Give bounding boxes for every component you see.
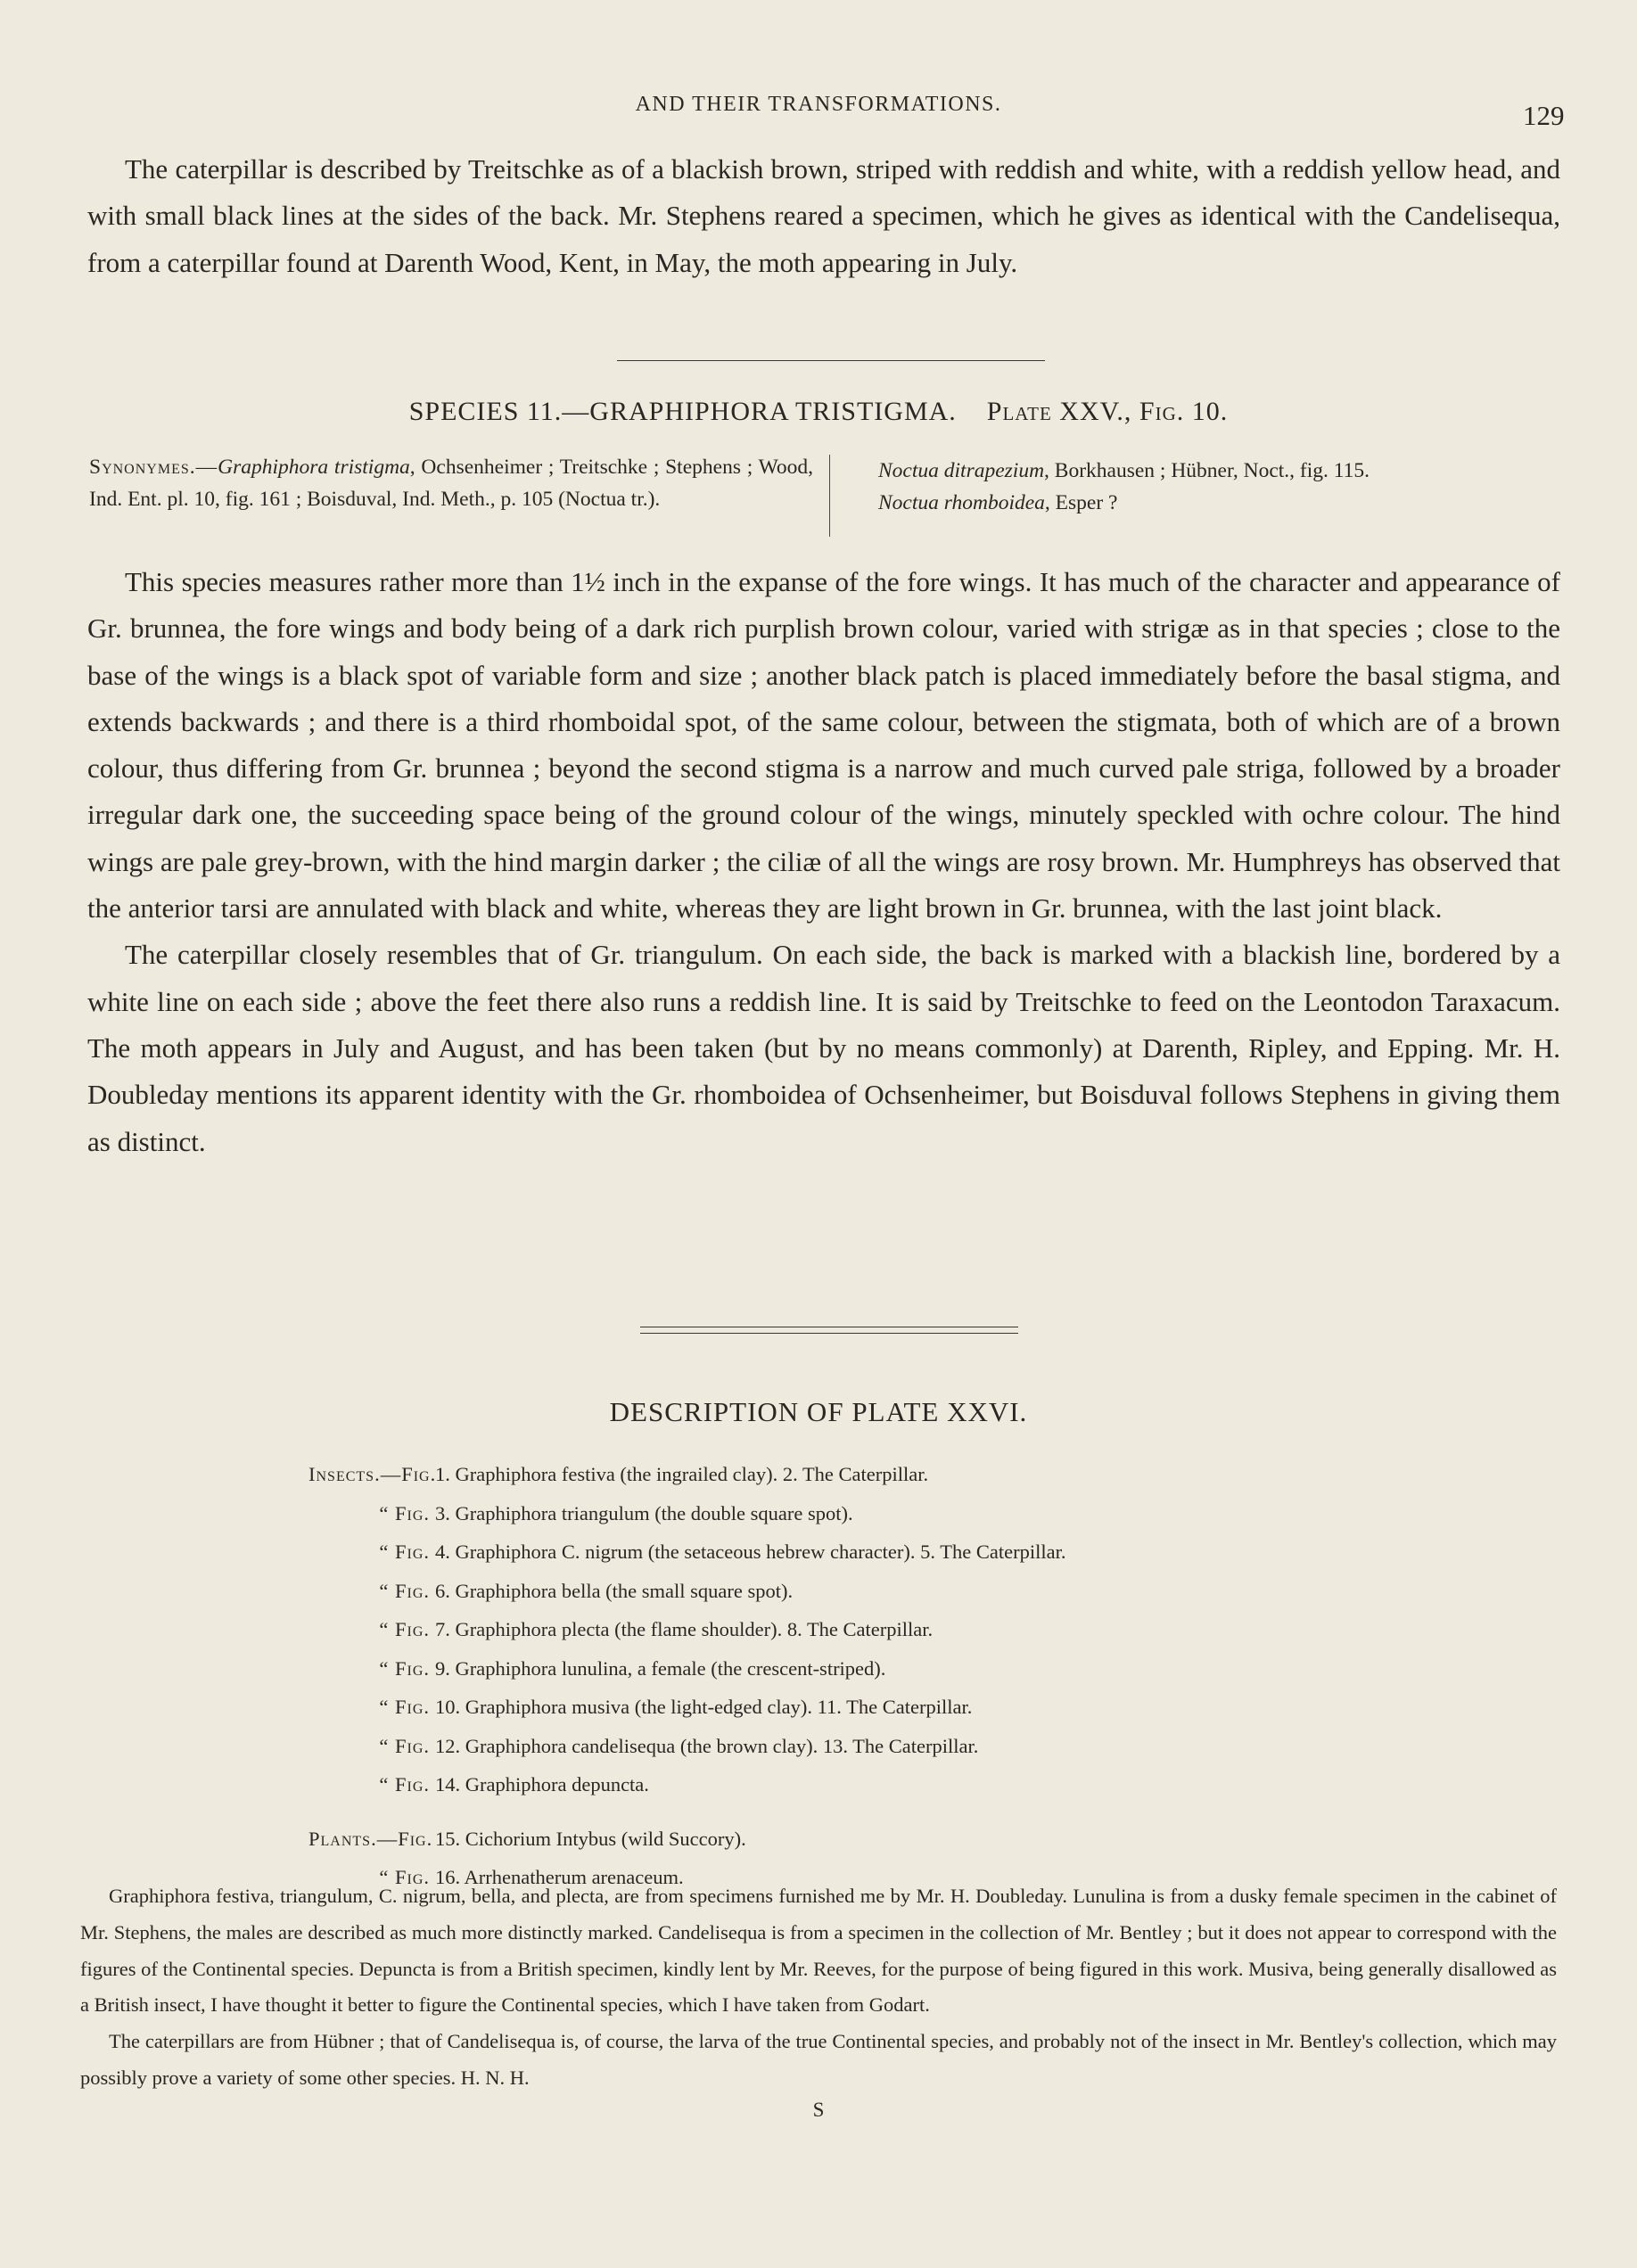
- synonym-authorities: , Esper ?: [1044, 491, 1118, 514]
- figure-entry: [308, 1455, 1065, 1494]
- synonym-name: Noctua rhomboidea: [878, 491, 1045, 514]
- figure-description: 15. Cichorium Intybus (wild Succory).: [435, 1827, 746, 1850]
- figure-entry: [308, 1649, 1065, 1689]
- figure-entry: [308, 1727, 1065, 1766]
- synonym-line: [878, 455, 1565, 487]
- signature-mark: S: [812, 2099, 825, 2121]
- figure-entry: [308, 1572, 1065, 1611]
- figure-label: “ Fig.: [379, 1866, 430, 1888]
- figure-label: “ Fig.: [379, 1618, 430, 1640]
- synonymes-right: [878, 455, 1565, 519]
- figure-label: “ Fig.: [379, 1541, 430, 1563]
- figure-label: Insects.—Fig.: [308, 1463, 437, 1485]
- synonymes-left: [89, 451, 813, 515]
- figure-label: “ Fig.: [379, 1734, 430, 1757]
- figure-description: 10. Graphiphora musiva (the light-edged clay). 11. The Caterpillar.: [435, 1696, 973, 1718]
- figure-description: 1. Graphiphora festiva (the ingrailed clay). 2. The Caterpillar.: [435, 1463, 929, 1485]
- figure-description: 9. Graphiphora lunulina, a female (the crescent-striped).: [435, 1656, 886, 1680]
- section-rule: [617, 360, 1045, 361]
- species-description: [87, 559, 1560, 1165]
- plate-note: Graphiphora festiva, triangulum, C. nigrum, bella, and plecta, are from specimens furnished me by Mr. H. Doubleday. Lunulina is from a dusky female specimen in the cabinet of Mr. Stephens, the males are described as much more distinctly marked. Candelisequa is from a specimen in the collection of Mr. Bentley ; but it does not appear to correspond with the figures of the Continental species. Depuncta is from a British specimen, kindly lent by Mr. Reeves, for the purpose of being figured in this work. Musiva, being generally disallowed as a British insect, I have thought it better to figure the Continental species, which I have taken from Godart.: [80, 1885, 1557, 2017]
- plate-notes: [80, 1878, 1557, 2097]
- synonym-authorities: , Ochsenheimer ; Treitschke ; Stephens ; Wood, Ind. Ent. pl. 10, fig. 161 ; Boisduval, Ind. Meth., p. 105 (Noctua tr.).: [89, 456, 813, 511]
- figure-label: “ Fig.: [379, 1501, 430, 1524]
- figure-label: “ Fig.: [379, 1579, 430, 1602]
- figure-label: Plants.—Fig.: [308, 1827, 433, 1850]
- figure-entry: [308, 1610, 1065, 1649]
- running-head: AND THEIR TRANSFORMATIONS.: [635, 93, 1002, 116]
- figure-description: 6. Graphiphora bella (the small square spot).: [435, 1579, 794, 1602]
- figure-entry: [308, 1533, 1065, 1572]
- intro-paragraph-block: [87, 146, 1560, 286]
- figure-entry: [308, 1494, 1065, 1533]
- figure-label: “ Fig.: [379, 1773, 430, 1796]
- figure-description: 14. Graphiphora depuncta.: [435, 1773, 649, 1796]
- figure-list: [308, 1455, 1065, 1897]
- figure-description: 7. Graphiphora plecta (the flame shoulder). 8. The Caterpillar.: [435, 1618, 934, 1640]
- synonymes-label: Synonymes.—: [89, 456, 218, 479]
- synonym-name: Noctua ditrapezium: [878, 459, 1045, 482]
- species-title: SPECIES 11.—GRAPHIPHORA TRISTIGMA.: [408, 397, 957, 426]
- description-paragraph: This species measures rather more than 1½ inch in the expanse of the fore wings. It has much of the character and appearance of Gr. brunnea, the fore wings and body being of a dark rich purplish brown colour, varied with strigæ as in that species ; close to the base of the wings is a black spot of variable form and size ; another black patch is placed immediately before the basal stigma, and extends backwards ; and there is a third rhomboidal spot, of the same colour, between the stigmata, both of which are of a brown colour, thus differing from Gr. brunnea ; beyond the second stigma is a narrow and much curved pale striga, followed by a broader irregular dark one, the succeeding space being of the ground colour of the wings, minutely speckled with ochre colour. The hind wings are pale grey-brown, with the hind margin darker ; the ciliæ of all the wings are rosy brown. Mr. Humphreys has observed that the anterior tarsi are annulated with black and white, whereas they are light brown in Gr. brunnea, with the last joint black.: [87, 566, 1560, 924]
- species-heading: [0, 397, 1637, 427]
- page-number: 129: [1523, 100, 1565, 131]
- plate-note: The caterpillars are from Hübner ; that of Candelisequa is, of course, the larva of the true Continental species, and probably not of the insect in Mr. Bentley's collection, which may possibly prove a variety of some other species. H. N. H.: [80, 2030, 1557, 2089]
- figure-entry: [308, 1820, 1065, 1859]
- plate-reference: Plate XXV., Fig. 10.: [986, 397, 1229, 426]
- figure-entry: [308, 1688, 1065, 1727]
- synonymes-divider: [829, 455, 830, 537]
- figure-description: 16. Arrhenatherum arenaceum.: [435, 1866, 684, 1888]
- synonym-line: [878, 487, 1565, 519]
- figure-label: “ Fig.: [379, 1696, 430, 1718]
- figure-label: “ Fig.: [379, 1656, 430, 1680]
- figure-entry: [308, 1765, 1065, 1804]
- synonym-authorities: , Borkhausen ; Hübner, Noct., fig. 115.: [1044, 459, 1370, 482]
- figure-description: 3. Graphiphora triangulum (the double square spot).: [435, 1501, 853, 1524]
- double-rule-bottom: [640, 1333, 1018, 1334]
- plate-title: DESCRIPTION OF PLATE XXVI.: [609, 1396, 1028, 1427]
- synonym-name: Graphiphora tristigma: [218, 456, 410, 479]
- caterpillar-paragraph: The caterpillar closely resembles that of Gr. triangulum. On each side, the back is marked with a blackish line, bordered by a white line on each side ; above the feet there also runs a reddish line. It is said by Treitschke to feed on the Leontodon Taraxacum. The moth appears in July and August, and has been taken (but by no means commonly) at Darenth, Ripley, and Epping. Mr. H. Doubleday mentions its apparent identity with the Gr. rhomboidea of Ochsenheimer, but Boisduval follows Stephens in giving them as distinct.: [87, 939, 1560, 1157]
- intro-paragraph: The caterpillar is described by Treitschke as of a blackish brown, striped with reddish and white, with a reddish yellow head, and with small black lines at the sides of the back. Mr. Stephens reared a specimen, which he gives as identical with the Candelisequa, from a caterpillar found at Darenth Wood, Kent, in May, the moth appearing in July.: [87, 153, 1560, 278]
- figure-description: 4. Graphiphora C. nigrum (the setaceous hebrew character). 5. The Caterpillar.: [435, 1541, 1066, 1563]
- figure-description: 12. Graphiphora candelisequa (the brown clay). 13. The Caterpillar.: [435, 1734, 979, 1757]
